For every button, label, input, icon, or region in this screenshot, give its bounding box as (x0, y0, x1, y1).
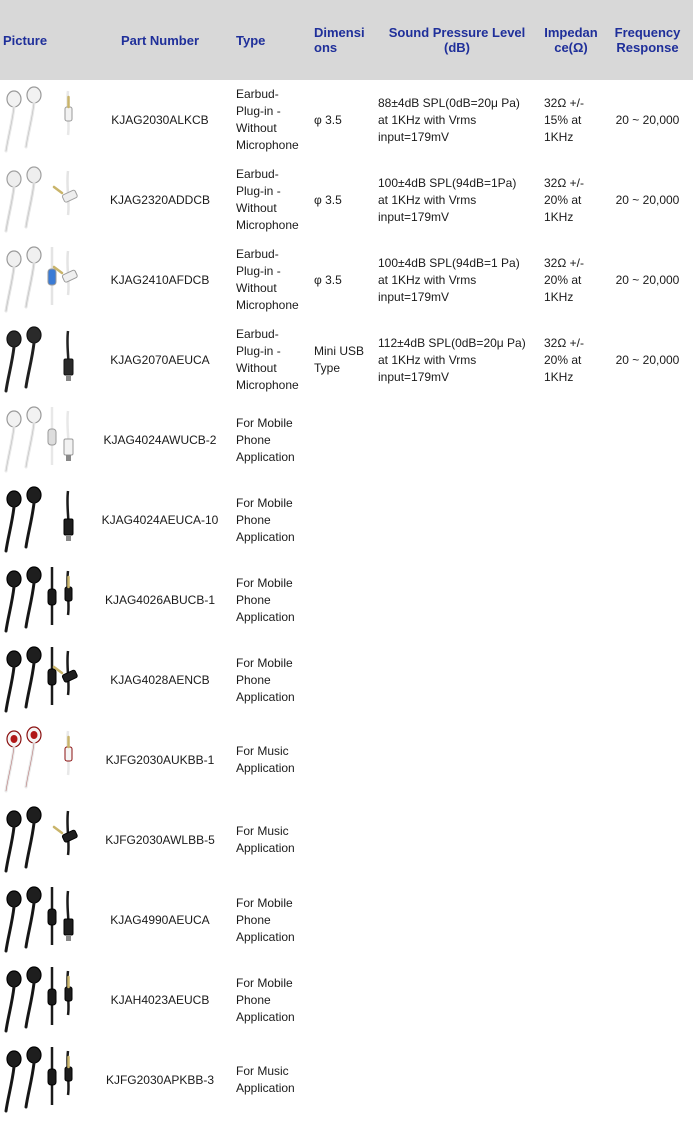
black-mobile-headset-2-icon (2, 965, 84, 1035)
table-row (0, 480, 693, 560)
frequency-response-cell (602, 720, 693, 800)
table-row (0, 160, 693, 240)
type-cell (232, 160, 310, 240)
cell-line: Application (236, 929, 295, 944)
white-earbuds-blue-button-icon (2, 245, 84, 315)
frequency-response-cell: 20 ~ 20,000 (615, 112, 680, 127)
type-cell (232, 80, 310, 160)
sound-pressure-level-cell (374, 960, 540, 1040)
black-in-ear-angled-icon (2, 805, 84, 875)
impedance-cell (540, 560, 602, 640)
cell-line: Application (236, 529, 295, 544)
cell-line: 100±4dB SPL(94dB=1 Pa) (378, 255, 520, 270)
part-number-cell: KJAG2410AFDCB (110, 272, 210, 287)
cell-line: For Mobile (236, 415, 293, 430)
header-type: Type (232, 0, 310, 80)
picture-cell (0, 800, 88, 880)
sound-pressure-level-cell (374, 320, 540, 400)
frequency-response-cell (602, 880, 693, 960)
cell-line: Phone (236, 592, 271, 607)
dimensions-cell (310, 560, 374, 640)
picture-cell (0, 240, 88, 320)
picture-cell (0, 480, 88, 560)
part-number-cell: KJFG2030AWLBB-5 (105, 832, 215, 847)
cell-line: Phone (236, 432, 271, 447)
sound-pressure-level-cell (374, 800, 540, 880)
part-number-cell: KJAG4024AWUCB-2 (103, 432, 217, 447)
dimensions-cell (310, 400, 374, 480)
table-row (0, 880, 693, 960)
frequency-response-cell (602, 1040, 693, 1120)
cell-line: 20% at (544, 352, 582, 367)
cell-line: Microphone (236, 138, 299, 152)
cell-line: Earbud- (236, 167, 279, 181)
sound-pressure-level-cell (374, 880, 540, 960)
cell-line: input=179mV (378, 129, 450, 144)
black-mobile-headset-usb-2-icon (2, 885, 84, 955)
frequency-response-cell (602, 640, 693, 720)
type-cell (232, 800, 310, 880)
table-row (0, 720, 693, 800)
cell-line: 15% at (544, 112, 582, 127)
picture-cell (0, 880, 88, 960)
type-cell (232, 320, 310, 400)
cell-line: Phone (236, 672, 271, 687)
type-cell (232, 720, 310, 800)
cell-line: Without (236, 201, 277, 215)
part-number-cell: KJAH4023AEUCB (110, 992, 210, 1007)
cell-line: For Mobile (236, 655, 293, 670)
dimensions-cell (310, 640, 374, 720)
table-row (0, 560, 693, 640)
part-number-cell: KJFG2030AUKBB-1 (105, 752, 215, 767)
cell-line: Plug-in - (236, 104, 281, 118)
impedance-cell (540, 80, 602, 160)
type-cell (232, 240, 310, 320)
cell-line: 1KHz (544, 129, 574, 144)
type-cell (232, 640, 310, 720)
part-number-cell: KJAG4026ABUCB-1 (104, 592, 216, 607)
dimensions-cell: φ 3.5 (314, 272, 342, 287)
frequency-response-cell: 20 ~ 20,000 (615, 272, 680, 287)
cell-line: 112±4dB SPL(0dB=20μ Pa) (378, 335, 526, 350)
cell-line: 88±4dB SPL(0dB=20μ Pa) (378, 95, 520, 110)
cell-line: Phone (236, 992, 271, 1007)
frequency-response-cell (602, 400, 693, 480)
cell-line: For Mobile (236, 495, 293, 510)
picture-cell (0, 560, 88, 640)
cell-line: 20% at (544, 272, 582, 287)
cell-line: Phone (236, 512, 271, 527)
part-number-cell: KJAG2320ADDCB (109, 192, 211, 207)
black-earbuds-mini-usb-icon (2, 325, 84, 395)
cell-line: Microphone (236, 298, 299, 312)
impedance-cell (540, 720, 602, 800)
white-earbuds-angled-plug-icon (2, 165, 84, 235)
part-number-cell: KJAG4990AEUCA (110, 912, 210, 927)
cell-line: Application (236, 449, 295, 464)
frequency-response-cell: 20 ~ 20,000 (615, 192, 680, 207)
black-mobile-headset-angled-icon (2, 645, 84, 715)
table-row (0, 80, 693, 160)
dimensions-cell (310, 800, 374, 880)
impedance-cell (540, 880, 602, 960)
impedance-cell (540, 640, 602, 720)
white-mobile-headset-icon (2, 405, 84, 475)
cell-line: Plug-in - (236, 184, 281, 198)
frequency-response-cell: 20 ~ 20,000 (615, 352, 680, 367)
cell-line: Earbud- (236, 247, 279, 261)
part-number-cell: KJAG4024AEUCA-10 (101, 512, 219, 527)
sound-pressure-level-cell (374, 480, 540, 560)
impedance-cell (540, 800, 602, 880)
picture-cell (0, 160, 88, 240)
cell-line: 1KHz (544, 369, 574, 384)
cell-line: input=179mV (378, 209, 450, 224)
table-row (0, 240, 693, 320)
part-number-cell: KJAG2030ALKCB (111, 112, 209, 127)
table-row (0, 800, 693, 880)
picture-cell (0, 720, 88, 800)
black-music-earbuds-icon (2, 1045, 84, 1115)
cell-line: For Mobile (236, 575, 293, 590)
cell-line: For Music (236, 1064, 289, 1078)
cell-line: Plug-in - (236, 264, 281, 278)
dimensions-cell (310, 960, 374, 1040)
cell-line: at 1KHz with Vrms (378, 352, 477, 367)
picture-cell (0, 640, 88, 720)
picture-cell (0, 320, 88, 400)
cell-line: Application (236, 841, 295, 855)
table-row (0, 400, 693, 480)
white-earbuds-3.5mm-plug-icon (2, 85, 84, 155)
sound-pressure-level-cell (374, 640, 540, 720)
sound-pressure-level-cell (374, 160, 540, 240)
picture-cell (0, 80, 88, 160)
header-part-number: Part Number (88, 0, 232, 80)
cell-line: Earbud- (236, 327, 279, 341)
part-number-cell: KJAG4028AENCB (110, 672, 210, 687)
cell-line: input=179mV (378, 369, 450, 384)
impedance-cell (540, 320, 602, 400)
sound-pressure-level-cell (374, 80, 540, 160)
cell-line: Application (236, 609, 295, 624)
cell-line: Without (236, 361, 277, 375)
picture-cell (0, 1040, 88, 1120)
cell-line: Plug-in - (236, 344, 281, 358)
cell-line: 1KHz (544, 209, 574, 224)
dimensions-cell (310, 720, 374, 800)
cell-line: Microphone (236, 378, 299, 392)
table-row (0, 640, 693, 720)
frequency-response-cell (602, 800, 693, 880)
cell-line: at 1KHz with Vrms (378, 272, 477, 287)
impedance-cell (540, 400, 602, 480)
cell-line: Without (236, 121, 277, 135)
dimensions-cell: Mini USB Type (314, 344, 365, 375)
frequency-response-cell (602, 480, 693, 560)
part-number-cell: KJAG2070AEUCA (110, 352, 210, 367)
table-row (0, 1040, 693, 1120)
type-cell (232, 560, 310, 640)
red-white-in-ear-icon (2, 725, 84, 795)
cell-line: For Mobile (236, 975, 293, 990)
dimensions-cell (310, 480, 374, 560)
picture-cell (0, 400, 88, 480)
cell-line: For Music (236, 744, 289, 758)
dimensions-cell: φ 3.5 (314, 112, 342, 127)
impedance-cell (540, 960, 602, 1040)
cell-line: Application (236, 761, 295, 775)
dimensions-cell (310, 1040, 374, 1120)
type-cell (232, 960, 310, 1040)
cell-line: 20% at (544, 192, 582, 207)
cell-line: For Music (236, 824, 289, 838)
cell-line: Microphone (236, 218, 299, 232)
cell-line: at 1KHz with Vrms (378, 112, 477, 127)
cell-line: input=179mV (378, 289, 450, 304)
frequency-response-cell (602, 960, 693, 1040)
cell-line: Application (236, 1009, 295, 1024)
header-dimensions: Dimensions (310, 0, 374, 80)
impedance-cell (540, 480, 602, 560)
cell-line: 32Ω +/- (544, 95, 584, 110)
impedance-cell (540, 1040, 602, 1120)
sound-pressure-level-cell (374, 400, 540, 480)
sound-pressure-level-cell (374, 1040, 540, 1120)
cell-line: Phone (236, 912, 271, 927)
black-mobile-headset-icon (2, 565, 84, 635)
impedance-cell (540, 240, 602, 320)
header-picture: Picture (0, 0, 88, 80)
picture-cell (0, 960, 88, 1040)
cell-line: 100±4dB SPL(94dB=1Pa) (378, 175, 517, 190)
cell-line: at 1KHz with Vrms (378, 192, 477, 207)
sound-pressure-level-cell (374, 560, 540, 640)
cell-line: 32Ω +/- (544, 175, 584, 190)
cell-line: Application (236, 689, 295, 704)
type-cell (232, 400, 310, 480)
cell-line: Without (236, 281, 277, 295)
cell-line: 32Ω +/- (544, 255, 584, 270)
type-cell (232, 880, 310, 960)
dimensions-cell (310, 880, 374, 960)
header-row (0, 0, 693, 80)
header-sound-pressure-level: Sound Pressure Level (dB) (374, 0, 540, 80)
cell-line: For Mobile (236, 895, 293, 910)
part-number-cell: KJFG2030APKBB-3 (105, 1072, 215, 1087)
table-row (0, 320, 693, 400)
frequency-response-cell (602, 560, 693, 640)
cell-line: Application (236, 1081, 295, 1095)
cell-line: Earbud- (236, 87, 279, 101)
type-cell (232, 1040, 310, 1120)
type-cell (232, 480, 310, 560)
sound-pressure-level-cell (374, 720, 540, 800)
black-mobile-headset-usb-icon (2, 485, 84, 555)
table-row (0, 960, 693, 1040)
cell-line: 1KHz (544, 289, 574, 304)
sound-pressure-level-cell (374, 240, 540, 320)
impedance-cell (540, 160, 602, 240)
dimensions-cell: φ 3.5 (314, 192, 342, 207)
header-frequency-response: Frequency Response (602, 0, 693, 80)
cell-line: 32Ω +/- (544, 335, 584, 350)
header-impedance: Impedance(Ω) (540, 0, 602, 80)
